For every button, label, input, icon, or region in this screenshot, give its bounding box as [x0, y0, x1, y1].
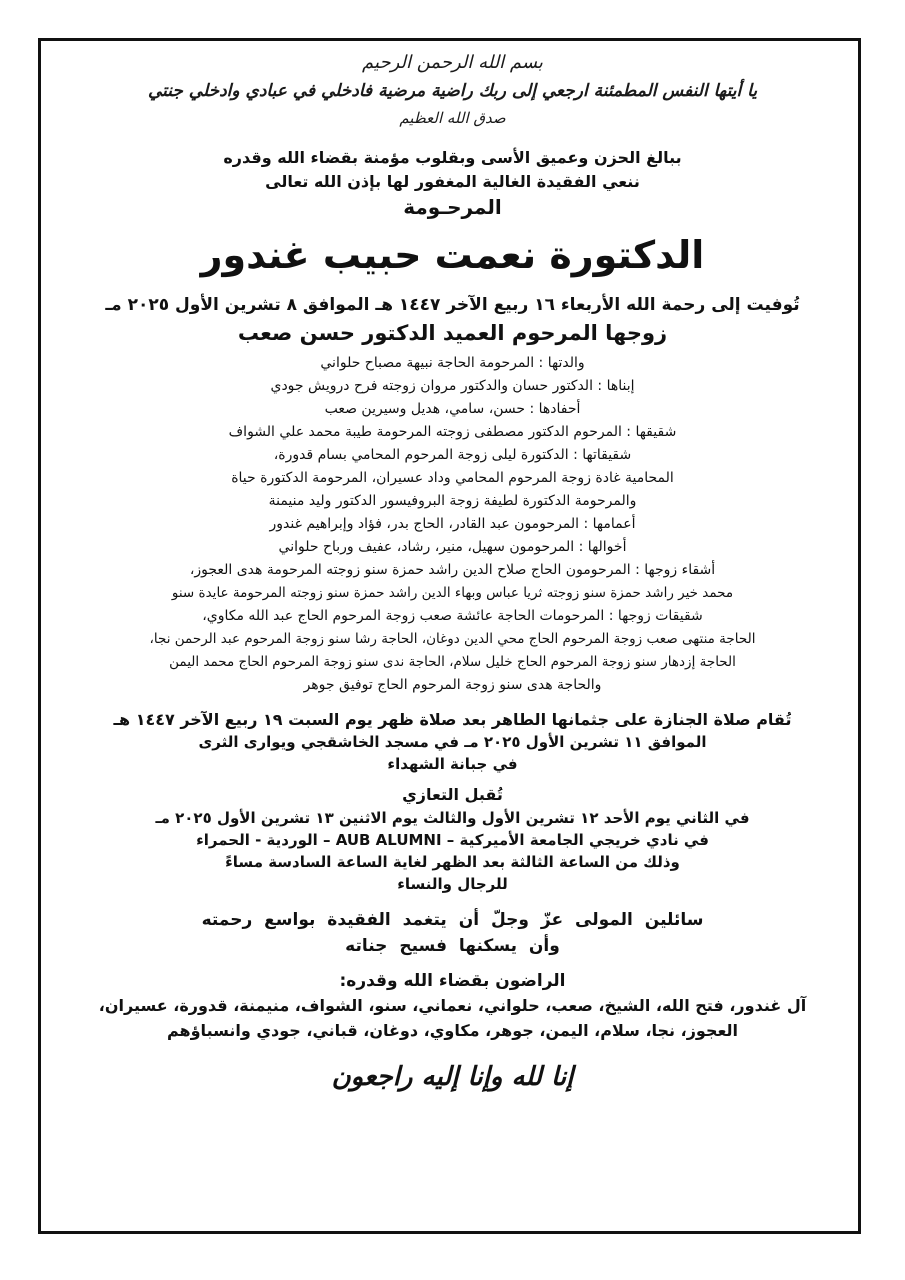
- intro-line-1: ببالغ الحزن وعميق الأسى وبقلوب مؤمنة بقضاء الله وقدره: [223, 148, 682, 167]
- funeral-line-3: في جبانة الشهداء: [387, 755, 518, 773]
- condolences-line-1: في الثاني يوم الأحد ١٢ تشرين الأول والثالث يوم الاثنين ١٣ تشرين الأول ٢٠٢٥ مـ: [155, 809, 750, 827]
- family-row: أحفادها : حسن، سامي، هديل وسيرين صعب: [324, 401, 581, 417]
- condolences-heading: تُقبل التعازي: [402, 785, 503, 804]
- quran-verse: يا أيتها النفس المطمئنة ارجعي إلى ربك راضية مرضية فادخلي في عبادي وادخلي جنتي: [147, 81, 758, 101]
- family-row: الحاجة إزدهار سنو زوجة المرحوم الحاج خليل سلام، الحاجة ندى سنو زوجة المرحوم الحاج محمد اليمن: [169, 654, 736, 670]
- sadaqa-allah: صدق الله العظيم: [399, 109, 506, 127]
- mourners-heading: الراضون بقضاء الله وقدره:: [339, 971, 566, 991]
- deceased-name: الدكتورة نعمت حبيب غندور: [200, 233, 705, 277]
- family-row: والمرحومة الدكتورة لطيفة زوجة البروفيسور الدكتور وليد منيمنة: [268, 493, 637, 509]
- family-row: محمد خير راشد حمزة سنو زوجته ثريا عباس وبهاء الدين راشد حمزة سنو زوجته المرحومة عايدة سنو: [171, 585, 734, 601]
- family-row: المحامية غادة زوجة المرحوم المحامي وداد عسيران، المرحومة الدكتورة حياة: [231, 470, 674, 486]
- family-row: أشقاء زوجها : المرحومون الحاج صلاح الدين راشد حمزة سنو زوجته المرحومة هدى العجوز،: [189, 562, 716, 578]
- family-row: إبناها : الدكتور حسان والدكتور مروان زوجته فرح درويش جودي: [270, 378, 635, 394]
- family-row: شقيقها : المرحوم الدكتور مصطفى زوجته المرحومة طيبة محمد علي الشواف: [228, 424, 677, 440]
- husband-line: زوجها المرحوم العميد الدكتور حسن صعب: [237, 321, 668, 345]
- funeral-section: [48, 709, 857, 775]
- death-date: تُوفيت إلى رحمة الله الأربعاء ١٦ ربيع الآخر ١٤٤٧ هـ الموافق ٨ تشرين الأول ٢٠٢٥ مـ: [105, 295, 800, 315]
- funeral-line-1: تُقام صلاة الجنازة على جثمانها الطاهر بعد صلاة ظهر يوم السبت ١٩ ربيع الآخر ١٤٤٧ هـ: [113, 710, 792, 729]
- family-row: الحاجة منتهى صعب زوجة المرحوم الحاج محي الدين دوغان، الحاجة رشا سنو زوجة المرحوم عبد الرحمن نجا،: [149, 631, 756, 647]
- condolences-line-2: في نادي خريجي الجامعة الأميركية – AUB ALUMNI – الوردية - الحمراء: [196, 831, 709, 849]
- mourners-line-1: آل غندور، فتح الله، الشيخ، صعب، حلواني، نعماني، سنو، الشواف، منيمنة، قدورة، عسيران،: [98, 996, 807, 1015]
- prayer-line-1: سائلين المولى عزّ وجلّ أن يتغمد الفقيدة بواسع رحمته: [201, 910, 704, 930]
- prayer-line-2: وأن يسكنها فسيح جناته: [345, 936, 560, 956]
- basmala: بسم الله الرحمن الرحيم: [362, 52, 543, 73]
- intro-line-2: ننعي الفقيدة الغالية المغفور لها بإذن الله تعالى: [265, 172, 640, 191]
- obituary-notice: [48, 50, 857, 1097]
- mourners-section: [48, 969, 857, 1043]
- family-row: والحاجة هدى سنو زوجة المرحوم الحاج توفيق جوهر: [303, 677, 602, 693]
- condolences-line-3: وذلك من الساعة الثالثة بعد الظهر لغاية الساعة السادسة مساءً: [225, 853, 680, 871]
- prayer-section: [48, 907, 857, 959]
- mourners-line-2: العجوز، نجا، سلام، اليمن، جوهر، مكاوي، دوغان، قباني، جودي وانسباؤهم: [166, 1021, 739, 1040]
- family-row: والدتها : المرحومة الحاجة نبيهة مصباح حلواني: [320, 355, 585, 371]
- condolences-line-4: للرجال والنساء: [397, 875, 508, 893]
- funeral-line-2: الموافق ١١ تشرين الأول ٢٠٢٥ مـ في مسجد الخاشقجي ويوارى الثرى: [198, 733, 707, 751]
- condolences-section: [48, 783, 857, 895]
- family-row: أخوالها : المرحومون سهيل، منير، رشاد، عفيف ورباح حلواني: [278, 539, 627, 555]
- family-list: [48, 352, 857, 697]
- closing-calligraphy: إنا لله وإنا إليه راجعون: [331, 1062, 574, 1092]
- family-row: أعمامها : المرحومون عبد القادر، الحاج بدر، فؤاد وإبراهيم غندور: [269, 516, 636, 532]
- family-row: شقيقاتها : الدكتورة ليلى زوجة المرحوم المحامي بسام قدورة،: [273, 447, 632, 463]
- marhuma-label: المرحـومة: [403, 195, 502, 219]
- family-row: شقيقات زوجها : المرحومات الحاجة عائشة صعب زوجة المرحوم الحاج عبد الله مكاوي،: [202, 608, 703, 624]
